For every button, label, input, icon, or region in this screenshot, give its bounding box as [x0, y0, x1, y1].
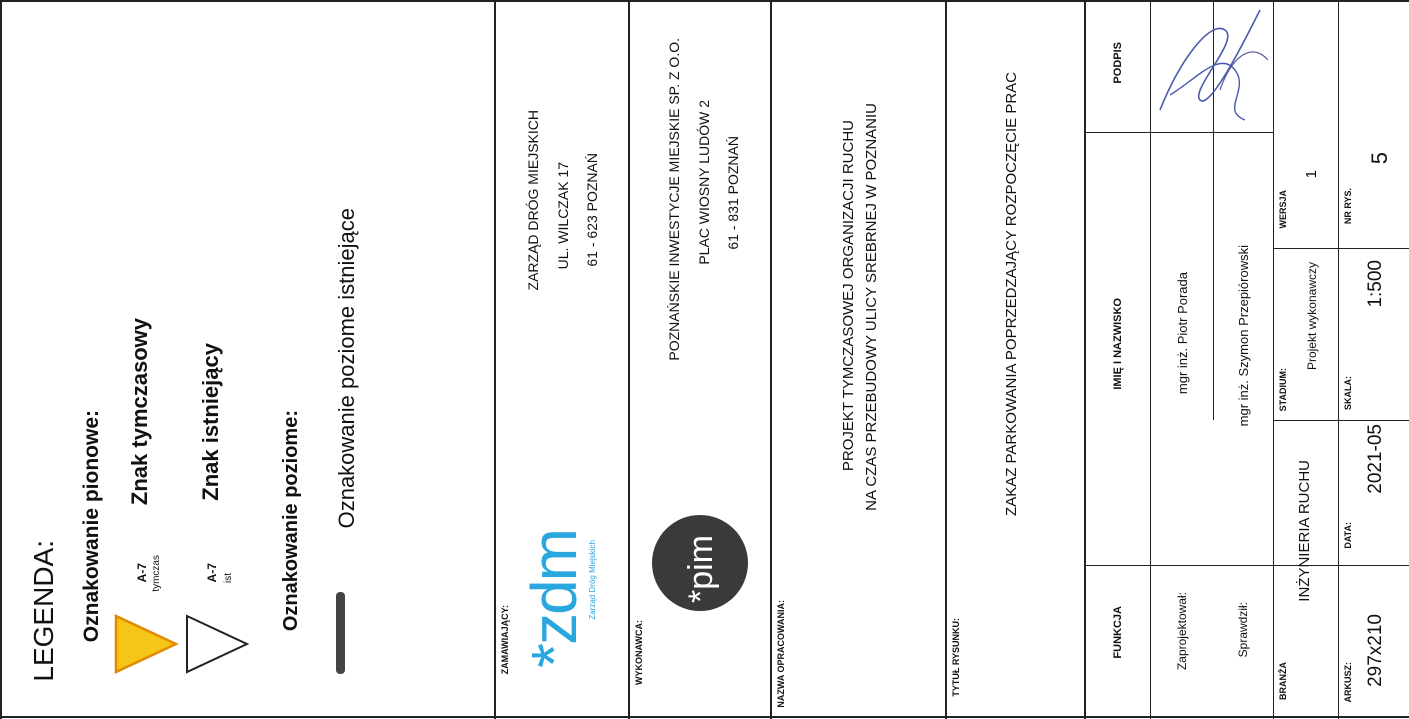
- table-col-4: [1338, 0, 1339, 719]
- table-row-sep-1: [1085, 132, 1273, 133]
- sheet-label: ARKUSZ:: [1343, 662, 1353, 703]
- contractor-name: POZNAŃSKIE INWESTYCJE MIEJSKIE SP. Z O.O.: [666, 38, 682, 361]
- divider-drawing: [1084, 0, 1086, 719]
- divider-project: [945, 0, 947, 719]
- table-row-sep-3: [1273, 248, 1409, 249]
- client-city: 61 - 623 POZNAŃ: [584, 153, 600, 267]
- divider-client: [628, 0, 630, 719]
- drawing-title: ZAKAZ PARKOWANIA POPRZEDZAJĄCY ROZPOCZĘCIE PRAC: [1003, 72, 1020, 516]
- divider-contractor: [770, 0, 772, 719]
- row-function-checked: Sprawdził:: [1236, 602, 1250, 658]
- drawing-no-value: 5: [1367, 152, 1392, 165]
- table-row-sep-2: [1085, 565, 1273, 566]
- temp-sign-label: Znak tymczasowy: [127, 318, 152, 506]
- stage-label: STADIUM:: [1278, 368, 1288, 412]
- horizontal-marking-line-icon: [336, 592, 345, 674]
- divider-legend: [494, 0, 496, 719]
- client-name: ZARZĄD DRÓG MIEJSKICH: [525, 110, 541, 291]
- table-row-sep-5: [1273, 565, 1409, 566]
- signature-icon: [1150, 0, 1273, 132]
- zdm-logo: *zdm: [518, 530, 590, 668]
- project-line-1: PROJEKT TYMCZASOWEJ ORGANIZACJI RUCHU: [840, 120, 857, 472]
- exist-sign-sub: ist: [223, 573, 234, 583]
- scale-value: 1:500: [1365, 260, 1386, 308]
- drawing-label: TYTUŁ RYSUNKU:: [951, 618, 961, 697]
- pim-logo: *pim: [652, 515, 748, 611]
- scale-label: SKALA:: [1343, 376, 1353, 410]
- temp-sign-triangle-icon: [112, 612, 180, 676]
- date-label: DATA:: [1343, 522, 1353, 549]
- branch-label: BRANŻA: [1278, 662, 1288, 700]
- exist-sign-triangle-icon: [183, 612, 251, 676]
- horizontal-existing-label: Oznakowanie poziome istniejące: [334, 208, 359, 529]
- zdm-logo-subtitle: Zarząd Dróg Miejskich: [588, 540, 597, 620]
- row-name-checked: mgr inż. Szymon Przepiórowski: [1236, 245, 1251, 427]
- legend-horizontal-heading: Oznakowanie poziome:: [280, 410, 302, 632]
- table-row-sep-4: [1273, 420, 1409, 421]
- header-name: IMIĘ I NAZWISKO: [1112, 298, 1124, 390]
- header-function: FUNKCJA: [1112, 606, 1124, 659]
- drawing-no-label: NR RYS.: [1343, 188, 1353, 225]
- table-col-3: [1273, 0, 1274, 719]
- client-street: UL. WILCZAK 17: [555, 162, 571, 270]
- frame-left: [0, 0, 2, 719]
- version-value: 1: [1303, 170, 1320, 179]
- exist-sign-label: Znak istniejący: [198, 343, 223, 501]
- header-sign: PODPIS: [1112, 42, 1124, 84]
- frame-bottom: [0, 716, 1409, 718]
- row-function-designed: Zaprojektował:: [1175, 592, 1189, 671]
- contractor-street: PLAC WIOSNY LUDÓW 2: [696, 100, 712, 265]
- legend-title: LEGENDA:: [28, 540, 59, 682]
- contractor-label: WYKONAWCA:: [634, 620, 644, 685]
- exist-sign-code: A-7: [205, 563, 219, 583]
- stage-value: Projekt wykonawczy: [1305, 262, 1319, 371]
- contractor-city: 61 - 831 POZNAŃ: [725, 136, 741, 250]
- legend-vertical-heading: Oznakowanie pionowe:: [80, 410, 103, 643]
- sheet-value: 297x210: [1365, 614, 1386, 687]
- date-value: 2021-05: [1365, 424, 1386, 494]
- row-name-designed: mgr inż. Piotr Porada: [1175, 272, 1190, 395]
- temp-sign-sub: tymczas: [151, 555, 162, 592]
- branch-value: INŻYNIERIA RUCHU: [1296, 460, 1313, 602]
- temp-sign-code: A-7: [135, 563, 149, 583]
- project-label: NAZWA OPRACOWANIA:: [776, 600, 786, 708]
- version-label: WERSJA: [1278, 190, 1288, 229]
- project-line-2: NA CZAS PRZEBUDOWY ULICY SREBRNEJ W POZNANIU: [863, 103, 880, 511]
- client-label: ZAMAWIAJĄCY:: [500, 605, 510, 675]
